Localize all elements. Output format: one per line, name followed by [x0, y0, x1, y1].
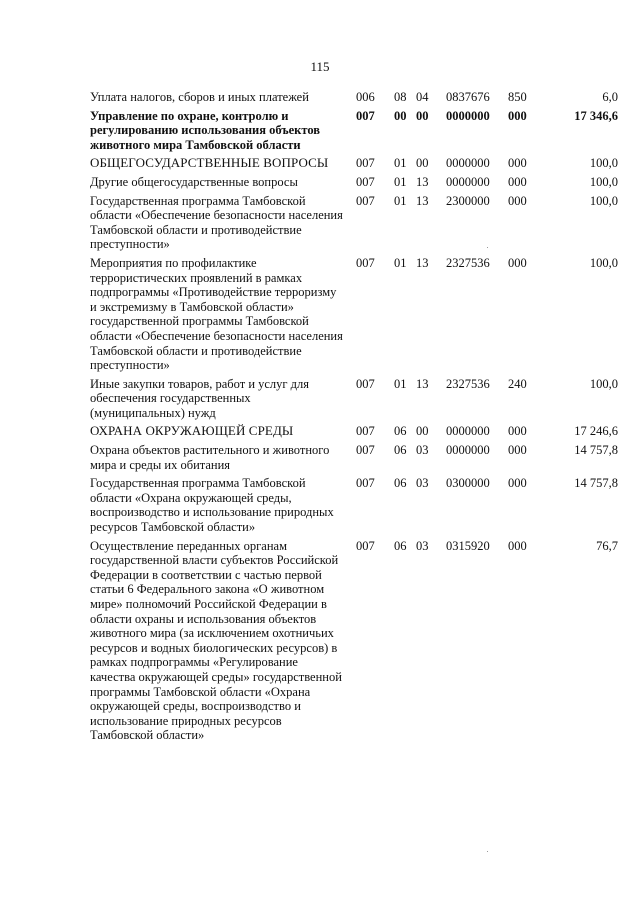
row-department-code: 007	[356, 376, 375, 391]
row-section-code: 06	[394, 424, 407, 439]
row-subsection-code: 13	[416, 255, 429, 270]
row-section-code: 06	[394, 443, 407, 458]
row-section-code: 08	[394, 90, 407, 104]
row-subsection-code: 13	[416, 376, 429, 391]
row-amount: 100,0	[589, 376, 618, 391]
row-expense-type-code: 000	[508, 476, 527, 491]
row-subsection-code: 03	[416, 476, 429, 491]
budget-table	[90, 90, 618, 747]
row-target-article-code: 0315920	[446, 538, 490, 553]
row-expense-type-code: 850	[508, 90, 527, 104]
row-department-code: 007	[356, 443, 375, 458]
table-row	[90, 109, 618, 157]
row-section-code: 01	[394, 255, 407, 270]
row-department-code: 006	[356, 90, 375, 104]
row-name: Мероприятия по профилактике террористических проявлений в рамках подпрограммы «Противодействие терроризму и экстремизму в Тамбовской области» государственной программы Тамбовской области «Обеспечение безопасности населения Тамбовской области и противодействие преступности»	[90, 255, 343, 373]
row-target-article-code: 0000000	[446, 424, 490, 439]
row-name: ОБЩЕГОСУДАРСТВЕННЫЕ ВОПРОСЫ	[90, 155, 329, 171]
page-number: 115	[310, 59, 330, 74]
row-department-code: 007	[356, 424, 375, 439]
row-expense-type-code: 240	[508, 376, 527, 391]
table-row	[90, 539, 618, 747]
row-name: Управление по охране, контролю и регулированию использования объектов животного мира Тамбовской области	[90, 108, 321, 152]
row-amount: 76,7	[596, 538, 618, 553]
row-target-article-code: 2300000	[446, 193, 490, 208]
row-department-code: 007	[356, 476, 375, 491]
row-amount: 14 757,8	[574, 476, 618, 491]
row-section-code: 01	[394, 193, 407, 208]
table-row	[90, 377, 618, 425]
row-subsection-code: 13	[416, 193, 429, 208]
row-expense-type-code: 000	[508, 443, 527, 458]
row-target-article-code: 0000000	[446, 108, 490, 123]
row-amount: 6,0	[602, 90, 618, 104]
row-subsection-code: 03	[416, 538, 429, 553]
row-subsection-code: 00	[416, 424, 429, 439]
row-name: Другие общегосударственные вопросы	[90, 174, 298, 189]
row-department-code: 007	[356, 538, 375, 553]
row-subsection-code: 00	[416, 156, 429, 171]
table-row	[90, 175, 618, 194]
row-name: Государственная программа Тамбовской области «Охрана окружающей среды, воспроизводство и использование природных ресурсов Тамбовской области»	[90, 476, 334, 535]
row-name: Осуществление переданных органам государственной власти субъектов Российской Федерации в соответствии с частью первой статьи 6 Федерального закона «О животном мире» полномочий Российской Федерации в области охраны и использования объектов животного мира (за исключением охотничьих ресурсов и водных биологических ресурсов) в рамках подпрограммы «Регулирование качества окружающей среды» государственной программы Тамбовской области «Охрана окружающей среды, воспроизводство и использование природных ресурсов Тамбовской области»	[90, 538, 342, 743]
row-subsection-code: 03	[416, 443, 429, 458]
row-expense-type-code: 000	[508, 174, 527, 189]
row-amount: 14 757,8	[574, 443, 618, 458]
row-name: Охрана объектов растительного и животного мира и среды их обитания	[90, 443, 330, 472]
table-row	[90, 443, 618, 476]
row-subsection-code: 00	[416, 108, 429, 123]
scan-speck	[487, 851, 488, 852]
row-target-article-code: 2327536	[446, 376, 490, 391]
row-amount: 100,0	[589, 156, 618, 171]
row-target-article-code: 0300000	[446, 476, 490, 491]
row-department-code: 007	[356, 156, 375, 171]
row-subsection-code: 13	[416, 174, 429, 189]
row-expense-type-code: 000	[508, 156, 527, 171]
row-section-code: 01	[394, 174, 407, 189]
row-amount: 100,0	[589, 193, 618, 208]
scan-speck	[487, 247, 488, 248]
table-row	[90, 476, 618, 538]
row-section-code: 01	[394, 376, 407, 391]
row-target-article-code: 0000000	[446, 156, 490, 171]
table-row	[90, 90, 618, 109]
row-expense-type-code: 000	[508, 538, 527, 553]
row-department-code: 007	[356, 193, 375, 208]
row-target-article-code: 2327536	[446, 255, 490, 270]
row-section-code: 06	[394, 476, 407, 491]
row-target-article-code: 0000000	[446, 174, 490, 189]
row-target-article-code: 0000000	[446, 443, 490, 458]
row-expense-type-code: 000	[508, 255, 527, 270]
row-section-code: 00	[394, 108, 407, 123]
row-amount: 17 246,6	[574, 424, 618, 439]
table-row	[90, 256, 618, 377]
row-amount: 17 346,6	[574, 108, 618, 123]
row-department-code: 007	[356, 174, 375, 189]
row-section-code: 06	[394, 538, 407, 553]
row-amount: 100,0	[589, 174, 618, 189]
row-department-code: 007	[356, 108, 375, 123]
row-section-code: 01	[394, 156, 407, 171]
row-name: Уплата налогов, сборов и иных платежей	[90, 90, 309, 104]
row-name: Иные закупки товаров, работ и услуг для обеспечения государственных (муниципальных) нужд	[90, 376, 310, 420]
row-amount: 100,0	[589, 255, 618, 270]
row-subsection-code: 04	[416, 90, 429, 104]
table-row	[90, 194, 618, 256]
row-name: ОХРАНА ОКРУЖАЮЩЕЙ СРЕДЫ	[90, 423, 294, 439]
table-row	[90, 156, 618, 175]
row-target-article-code: 0837676	[446, 90, 490, 104]
table-body	[90, 90, 618, 747]
row-expense-type-code: 000	[508, 108, 527, 123]
table-row	[90, 424, 618, 443]
row-department-code: 007	[356, 255, 375, 270]
row-name: Государственная программа Тамбовской области «Обеспечение безопасности населения Тамбовской области и противодействие преступности»	[90, 193, 343, 252]
row-expense-type-code: 000	[508, 424, 527, 439]
row-expense-type-code: 000	[508, 193, 527, 208]
